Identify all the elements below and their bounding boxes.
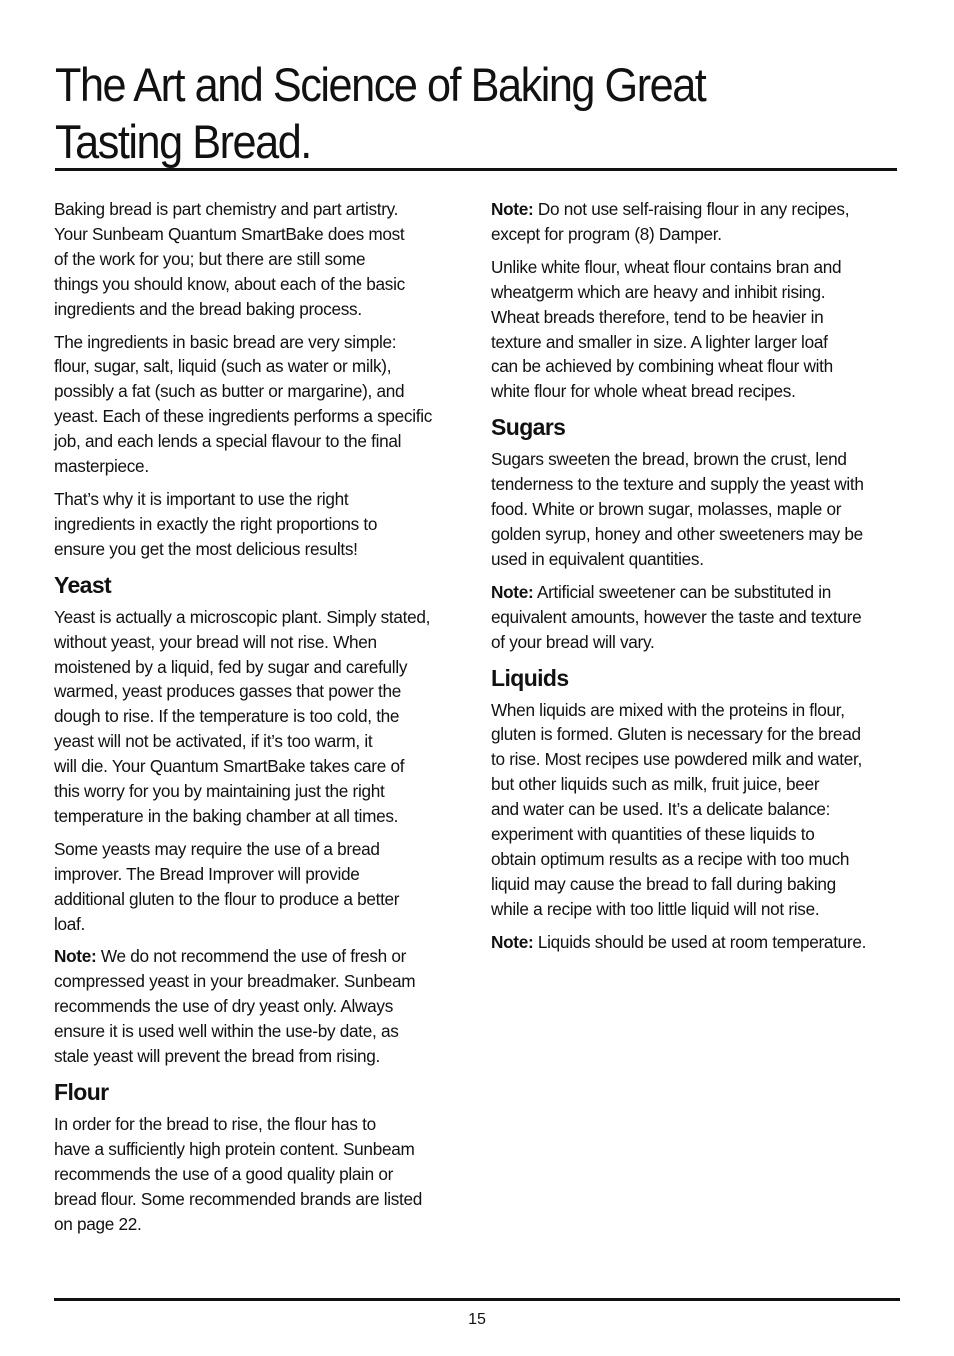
text-line: masterpiece.	[54, 456, 149, 477]
flour-paragraph-2	[491, 255, 901, 404]
text-line: loaf.	[54, 913, 85, 934]
text-line: Note: Artificial sweetener can be substituted in	[491, 581, 832, 602]
text-line: The ingredients in basic bread are very simple:	[54, 331, 397, 352]
yeast-paragraph-2	[54, 837, 464, 937]
text-line: possibly a fat (such as butter or margarine), and	[54, 381, 405, 402]
text-line: ingredients in exactly the right proportions to	[54, 513, 378, 534]
text-line: food. White or brown sugar, molasses, maple or	[491, 499, 842, 520]
note-label: Note:	[491, 199, 534, 219]
text-line: will die. Your Quantum SmartBake takes care of	[54, 756, 405, 777]
text-line: texture and smaller in size. A lighter larger loaf	[491, 331, 828, 352]
text-line: experiment with quantities of these liquids to	[491, 824, 815, 845]
text-line: to rise. Most recipes use powdered milk and water,	[491, 749, 862, 770]
right-column	[491, 197, 901, 963]
left-column	[54, 197, 464, 1245]
page-title-line-1: The Art and Science of Baking Great	[55, 58, 706, 111]
text-line: stale yeast will prevent the bread from rising.	[54, 1046, 380, 1067]
intro-paragraph-3	[54, 487, 464, 562]
text-line: yeast. Each of these ingredients performs a specific	[54, 406, 433, 427]
page-title	[55, 56, 828, 170]
text-line: moistened by a liquid, fed by sugar and carefully	[54, 656, 408, 677]
text-line: ensure you get the most delicious results!	[54, 538, 358, 559]
text-line: have a sufficiently high protein content. Sunbeam	[54, 1138, 415, 1159]
flour-note	[491, 197, 901, 247]
text-line: used in equivalent quantities.	[491, 548, 704, 569]
text-line: Baking bread is part chemistry and part artistry.	[54, 199, 399, 219]
text-line: In order for the bread to rise, the flour has to	[54, 1114, 376, 1134]
text-line: obtain optimum results as a recipe with too much	[491, 848, 850, 869]
text-line: When liquids are mixed with the proteins in flour,	[491, 699, 845, 720]
text-line: tenderness to the texture and supply the yeast with	[491, 474, 864, 495]
text-line: additional gluten to the flour to produce a better	[54, 888, 400, 909]
text-line: warmed, yeast produces gasses that power the	[54, 681, 401, 702]
text-line: recommends the use of dry yeast only. Always	[54, 996, 393, 1017]
text-line: Sugars sweeten the bread, brown the crust, lend	[491, 449, 847, 470]
flour-heading: Flour	[54, 1079, 109, 1105]
text-line: compressed yeast in your breadmaker. Sunbeam	[54, 971, 416, 992]
intro-paragraph-2	[54, 330, 464, 479]
liquids-heading: Liquids	[491, 664, 569, 691]
text-line: flour, sugar, salt, liquid (such as water or milk),	[54, 356, 392, 377]
text-line: That’s why it is important to use the right	[54, 488, 349, 509]
text-line: yeast will not be activated, if it’s too warm, it	[54, 731, 373, 752]
text-line: except for program (8) Damper.	[491, 223, 722, 244]
page-number: 15	[468, 1311, 486, 1328]
text-line: dough to rise. If the temperature is too cold, the	[54, 706, 400, 727]
flour-paragraph-1	[54, 1112, 464, 1237]
text-line: ensure it is used well within the use-by date, as	[54, 1021, 399, 1042]
text-line: wheatgerm which are heavy and inhibit rising.	[491, 281, 826, 302]
text-line: equivalent amounts, however the taste and texture	[491, 606, 862, 627]
text-line: Note: Do not use self-raising flour in any recipes,	[491, 199, 850, 219]
yeast-heading: Yeast	[54, 571, 112, 598]
text-line: but other liquids such as milk, fruit juice, beer	[491, 774, 820, 795]
text-line: ingredients and the bread baking process.	[54, 298, 362, 319]
text-line: things you should know, about each of the basic	[54, 273, 405, 294]
text-line: Note: Liquids should be used at room temperature.	[491, 931, 867, 952]
text-line: Wheat breads therefore, tend to be heavier in	[491, 306, 824, 327]
text-line: and water can be used. It’s a delicate balance:	[491, 799, 831, 820]
text-line: Your Sunbeam Quantum SmartBake does most	[54, 223, 405, 244]
text-line: of your bread will vary.	[491, 631, 655, 652]
text-line: white flour for whole wheat bread recipes.	[491, 381, 796, 402]
text-line: this worry for you by maintaining just the right	[54, 781, 385, 802]
sugars-note	[491, 580, 901, 655]
text-line: improver. The Bread Improver will provide	[54, 863, 360, 884]
text-line: temperature in the baking chamber at all times.	[54, 805, 399, 826]
liquids-note	[491, 930, 901, 955]
text-line: golden syrup, honey and other sweeteners may be	[491, 523, 863, 544]
footer-divider	[54, 1298, 900, 1301]
text-line: recommends the use of a good quality plain or	[54, 1163, 394, 1184]
text-line: gluten is formed. Gluten is necessary for the bread	[491, 724, 861, 745]
text-line: job, and each lends a special flavour to the final	[54, 431, 402, 452]
text-line: can be achieved by combining wheat flour with	[491, 356, 833, 377]
intro-paragraph-1	[54, 197, 464, 322]
yeast-paragraph-1	[54, 605, 464, 829]
text-line: while a recipe with too little liquid will not rise.	[491, 898, 820, 919]
title-divider	[55, 168, 897, 171]
sugars-heading: Sugars	[491, 414, 566, 441]
text-line: liquid may cause the bread to fall during baking	[491, 873, 836, 894]
text-line: of the work for you; but there are still some	[54, 248, 366, 269]
page-title-line-2: Tasting Bread.	[55, 115, 311, 168]
note-label: Note:	[54, 946, 97, 967]
text-line: without yeast, your bread will not rise. When	[54, 631, 377, 652]
note-label: Note:	[491, 581, 534, 602]
yeast-note	[54, 944, 464, 1069]
text-line: Some yeasts may require the use of a bread	[54, 838, 380, 859]
text-line: on page 22.	[54, 1213, 142, 1234]
note-label: Note:	[491, 931, 534, 952]
text-line: Yeast is actually a microscopic plant. Simply stated,	[54, 606, 431, 627]
text-line: bread flour. Some recommended brands are listed	[54, 1188, 423, 1209]
sugars-paragraph-1	[491, 447, 901, 572]
text-line: Unlike white flour, wheat flour contains bran and	[491, 256, 842, 277]
text-line: Note: We do not recommend the use of fresh or	[54, 946, 407, 967]
liquids-paragraph-1	[491, 698, 901, 922]
